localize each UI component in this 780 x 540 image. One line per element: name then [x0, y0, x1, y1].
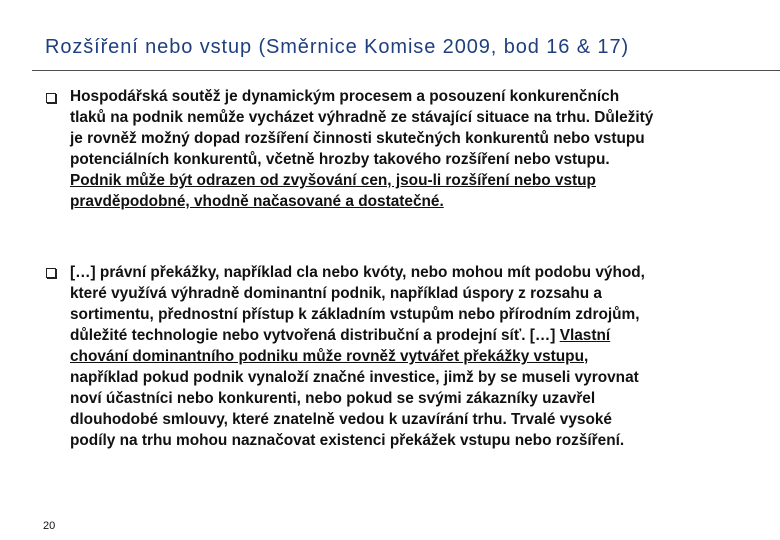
text-run: ,	[583, 348, 589, 365]
page-number: 20	[43, 520, 56, 532]
underlined-text: Podnik může být odrazen od zvyšování cen, jsou-li rozšíření nebo vstup	[70, 172, 596, 189]
text-run: důležité technologie nebo vytvořená distribuční a prodejní síť. […]	[70, 327, 560, 344]
paragraph-line	[70, 325, 760, 346]
underlined-text: chování dominantního podniku může rovněž vytvářet překážky vstupu	[70, 348, 584, 365]
text-run: je rovněž možný dopad rozšíření činnosti skutečných konkurentů nebo vstupu	[70, 130, 645, 147]
page-title: Rozšíření nebo vstup (Směrnice Komise 2009, bod 16 & 17)	[45, 36, 630, 58]
text-run: které využívá výhradně dominantní podnik, například úspory z rozsahu a	[70, 285, 602, 302]
text-run: potenciálních konkurentů, včetně hrozby takového rozšíření nebo vstupu.	[70, 151, 610, 168]
bullet-paragraph-2	[70, 262, 760, 451]
text-run: noví účastníci nebo konkurenti, nebo pokud se svými zákazníky uzavřel	[70, 390, 596, 407]
paragraph-line	[70, 86, 760, 107]
title-divider	[32, 70, 780, 71]
text-run: dlouhodobé smlouvy, které znatelně vedou k uzavírání trhu. Trvalé vysoké	[70, 411, 612, 428]
underlined-text: Vlastní	[559, 327, 611, 344]
text-run: tlaků na podnik nemůže vycházet výhradně ze stávající situace na trhu. Důležitý	[70, 109, 654, 126]
paragraph-line	[70, 430, 760, 451]
paragraph-line	[70, 367, 760, 388]
text-run: například pokud podnik vynaloží značné investice, jimž by se museli vyrovnat	[70, 369, 639, 386]
text-run: sortimentu, přednostní přístup k základním vstupům nebo přírodním zdrojům,	[70, 306, 640, 323]
bullet-paragraph-1	[70, 86, 760, 212]
paragraph-line	[70, 283, 760, 304]
paragraph-line	[70, 191, 760, 212]
text-run: podíly na trhu mohou naznačovat existenci překážek vstupu nebo rozšíření.	[70, 432, 625, 449]
bullet-square-icon	[46, 93, 58, 106]
text-run: Hospodářská soutěž je dynamickým procesem a posouzení konkurenčních	[70, 88, 620, 105]
paragraph-line	[70, 304, 760, 325]
paragraph-line	[70, 107, 760, 128]
paragraph-line	[70, 388, 760, 409]
paragraph-line	[70, 170, 760, 191]
paragraph-line	[70, 262, 760, 283]
paragraph-line	[70, 128, 760, 149]
text-run: […] právní překážky, například cla nebo kvóty, nebo mohou mít podobu výhod,	[70, 264, 645, 281]
paragraph-line	[70, 149, 760, 170]
underlined-text: pravděpodobné, vhodně načasované a dostatečné.	[70, 193, 444, 210]
paragraph-line	[70, 346, 760, 367]
paragraph-line	[70, 409, 760, 430]
bullet-square-icon	[46, 268, 58, 281]
